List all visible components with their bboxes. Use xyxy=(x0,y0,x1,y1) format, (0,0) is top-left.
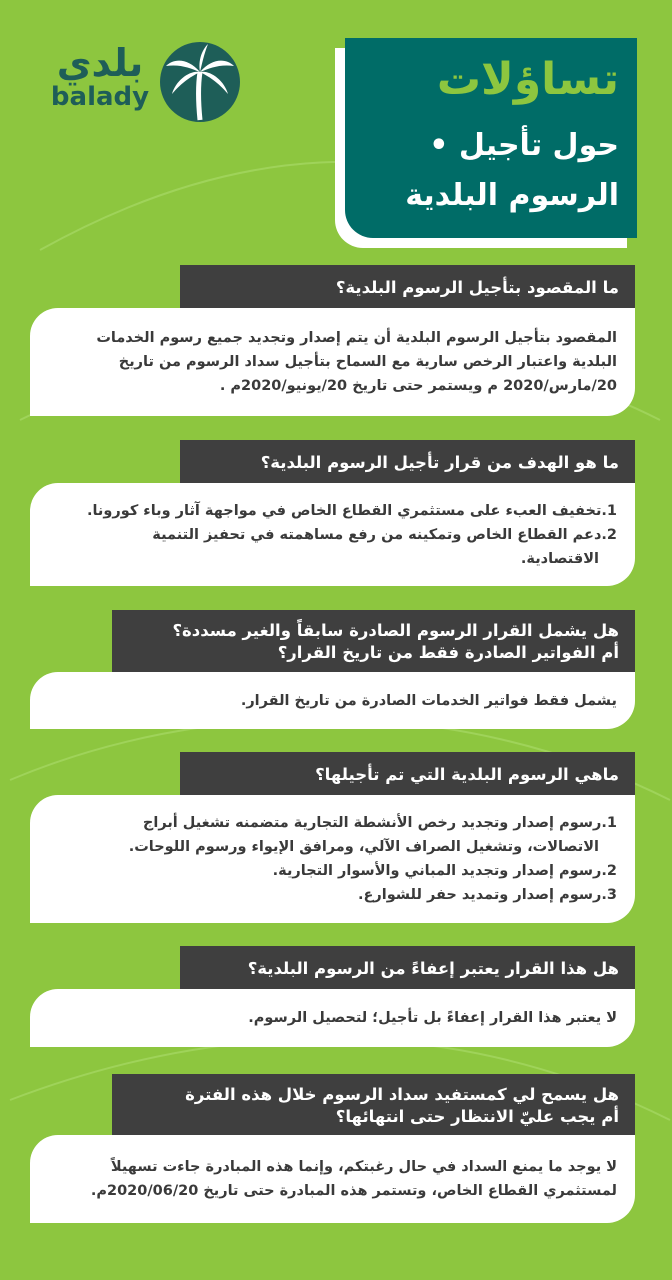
answer-line: لا يعتبر هذا القرار إعفاءً بل تأجيل؛ لتحصيل الرسوم. xyxy=(248,1010,617,1026)
answer-line: الاتصالات، وتشغيل الصراف الآلي، ومرافق الإيواء ورسوم اللوحات. xyxy=(128,839,599,855)
answer-line: البلدية واعتبار الرخص سارية مع السماح بتأجيل سداد الرسوم من تاريخ xyxy=(118,354,617,370)
logo-arabic-text: بلدي xyxy=(56,41,144,85)
balady-logo xyxy=(50,40,250,120)
answer-line: 2.دعم القطاع الخاص وتمكينه من رفع مساهمته في تحفيز التنمية xyxy=(152,526,617,543)
question-6 xyxy=(112,1074,635,1138)
answer-line: لمستثمري القطاع الخاص، وتستمر هذه المبادرة حتى تاريخ 2020/06/20م. xyxy=(90,1183,617,1199)
question-5 xyxy=(180,946,635,992)
answer-line: 3.رسوم إصدار وتمديد حفر للشوارع. xyxy=(357,887,617,903)
answer-line: 20/مارس/2020 م ويستمر حتى تاريخ 20/يونيو/2020م . xyxy=(219,378,617,394)
question-3 xyxy=(112,610,635,674)
question-line: أم يجب عليّ الانتظار حتى انتهائها؟ xyxy=(335,1107,619,1126)
question-line: هل يشمل القرار الرسوم الصادرة سابقاً والغير مسددة؟ xyxy=(172,621,619,640)
answer-line: لا يوجد ما يمنع السداد في حال رغبتكم، وإنما هذه المبادرة جاءت تسهيلاً xyxy=(110,1159,617,1175)
answer-4 xyxy=(30,795,635,923)
question-line: ماهي الرسوم البلدية التي تم تأجيلها؟ xyxy=(315,765,619,784)
answer-3 xyxy=(30,672,635,729)
question-line: ما هو الهدف من قرار تأجيل الرسوم البلدية؟ xyxy=(260,453,619,472)
question-line: أم الفواتير الصادرة فقط من تاريخ القرار؟ xyxy=(277,643,619,662)
answer-6 xyxy=(30,1135,635,1223)
answer-line: 1.تخفيف العبء على مستثمري القطاع الخاص في مواجهة آثار وباء كورونا. xyxy=(86,502,617,519)
answer-line: 2.رسوم إصدار وتجديد المباني والأسوار التجارية. xyxy=(272,863,617,879)
question-4 xyxy=(180,752,635,798)
answer-line: المقصود بتأجيل الرسوم البلدية أن يتم إصدار وتجديد جميع رسوم الخدمات xyxy=(96,330,617,346)
question-line: هل هذا القرار يعتبر إعفاءً من الرسوم البلدية؟ xyxy=(247,959,619,978)
answer-1 xyxy=(30,308,635,416)
title-box xyxy=(345,38,637,238)
answer-line: 1.رسوم إصدار وتجديد رخص الأنشطة التجارية متضمنه تشغيل أبراج xyxy=(142,815,617,831)
question-1 xyxy=(180,265,635,311)
page-title: تساؤلات xyxy=(436,54,619,105)
question-line: هل يسمح لي كمستفيد سداد الرسوم خلال هذه الفترة xyxy=(185,1085,619,1104)
answer-line: يشمل فقط فواتير الخدمات الصادرة من تاريخ القرار. xyxy=(240,692,617,709)
page-subtitle-line1: حول تأجيل • xyxy=(429,128,619,163)
answer-line: الاقتصادية. xyxy=(520,550,599,567)
question-2 xyxy=(180,440,635,486)
answer-2 xyxy=(30,483,635,586)
logo-english-text: balady xyxy=(50,82,150,112)
page-subtitle-line2: الرسوم البلدية xyxy=(405,178,619,213)
palm-tree-icon xyxy=(158,40,242,124)
question-line: ما المقصود بتأجيل الرسوم البلدية؟ xyxy=(335,278,619,297)
answer-5 xyxy=(30,989,635,1047)
